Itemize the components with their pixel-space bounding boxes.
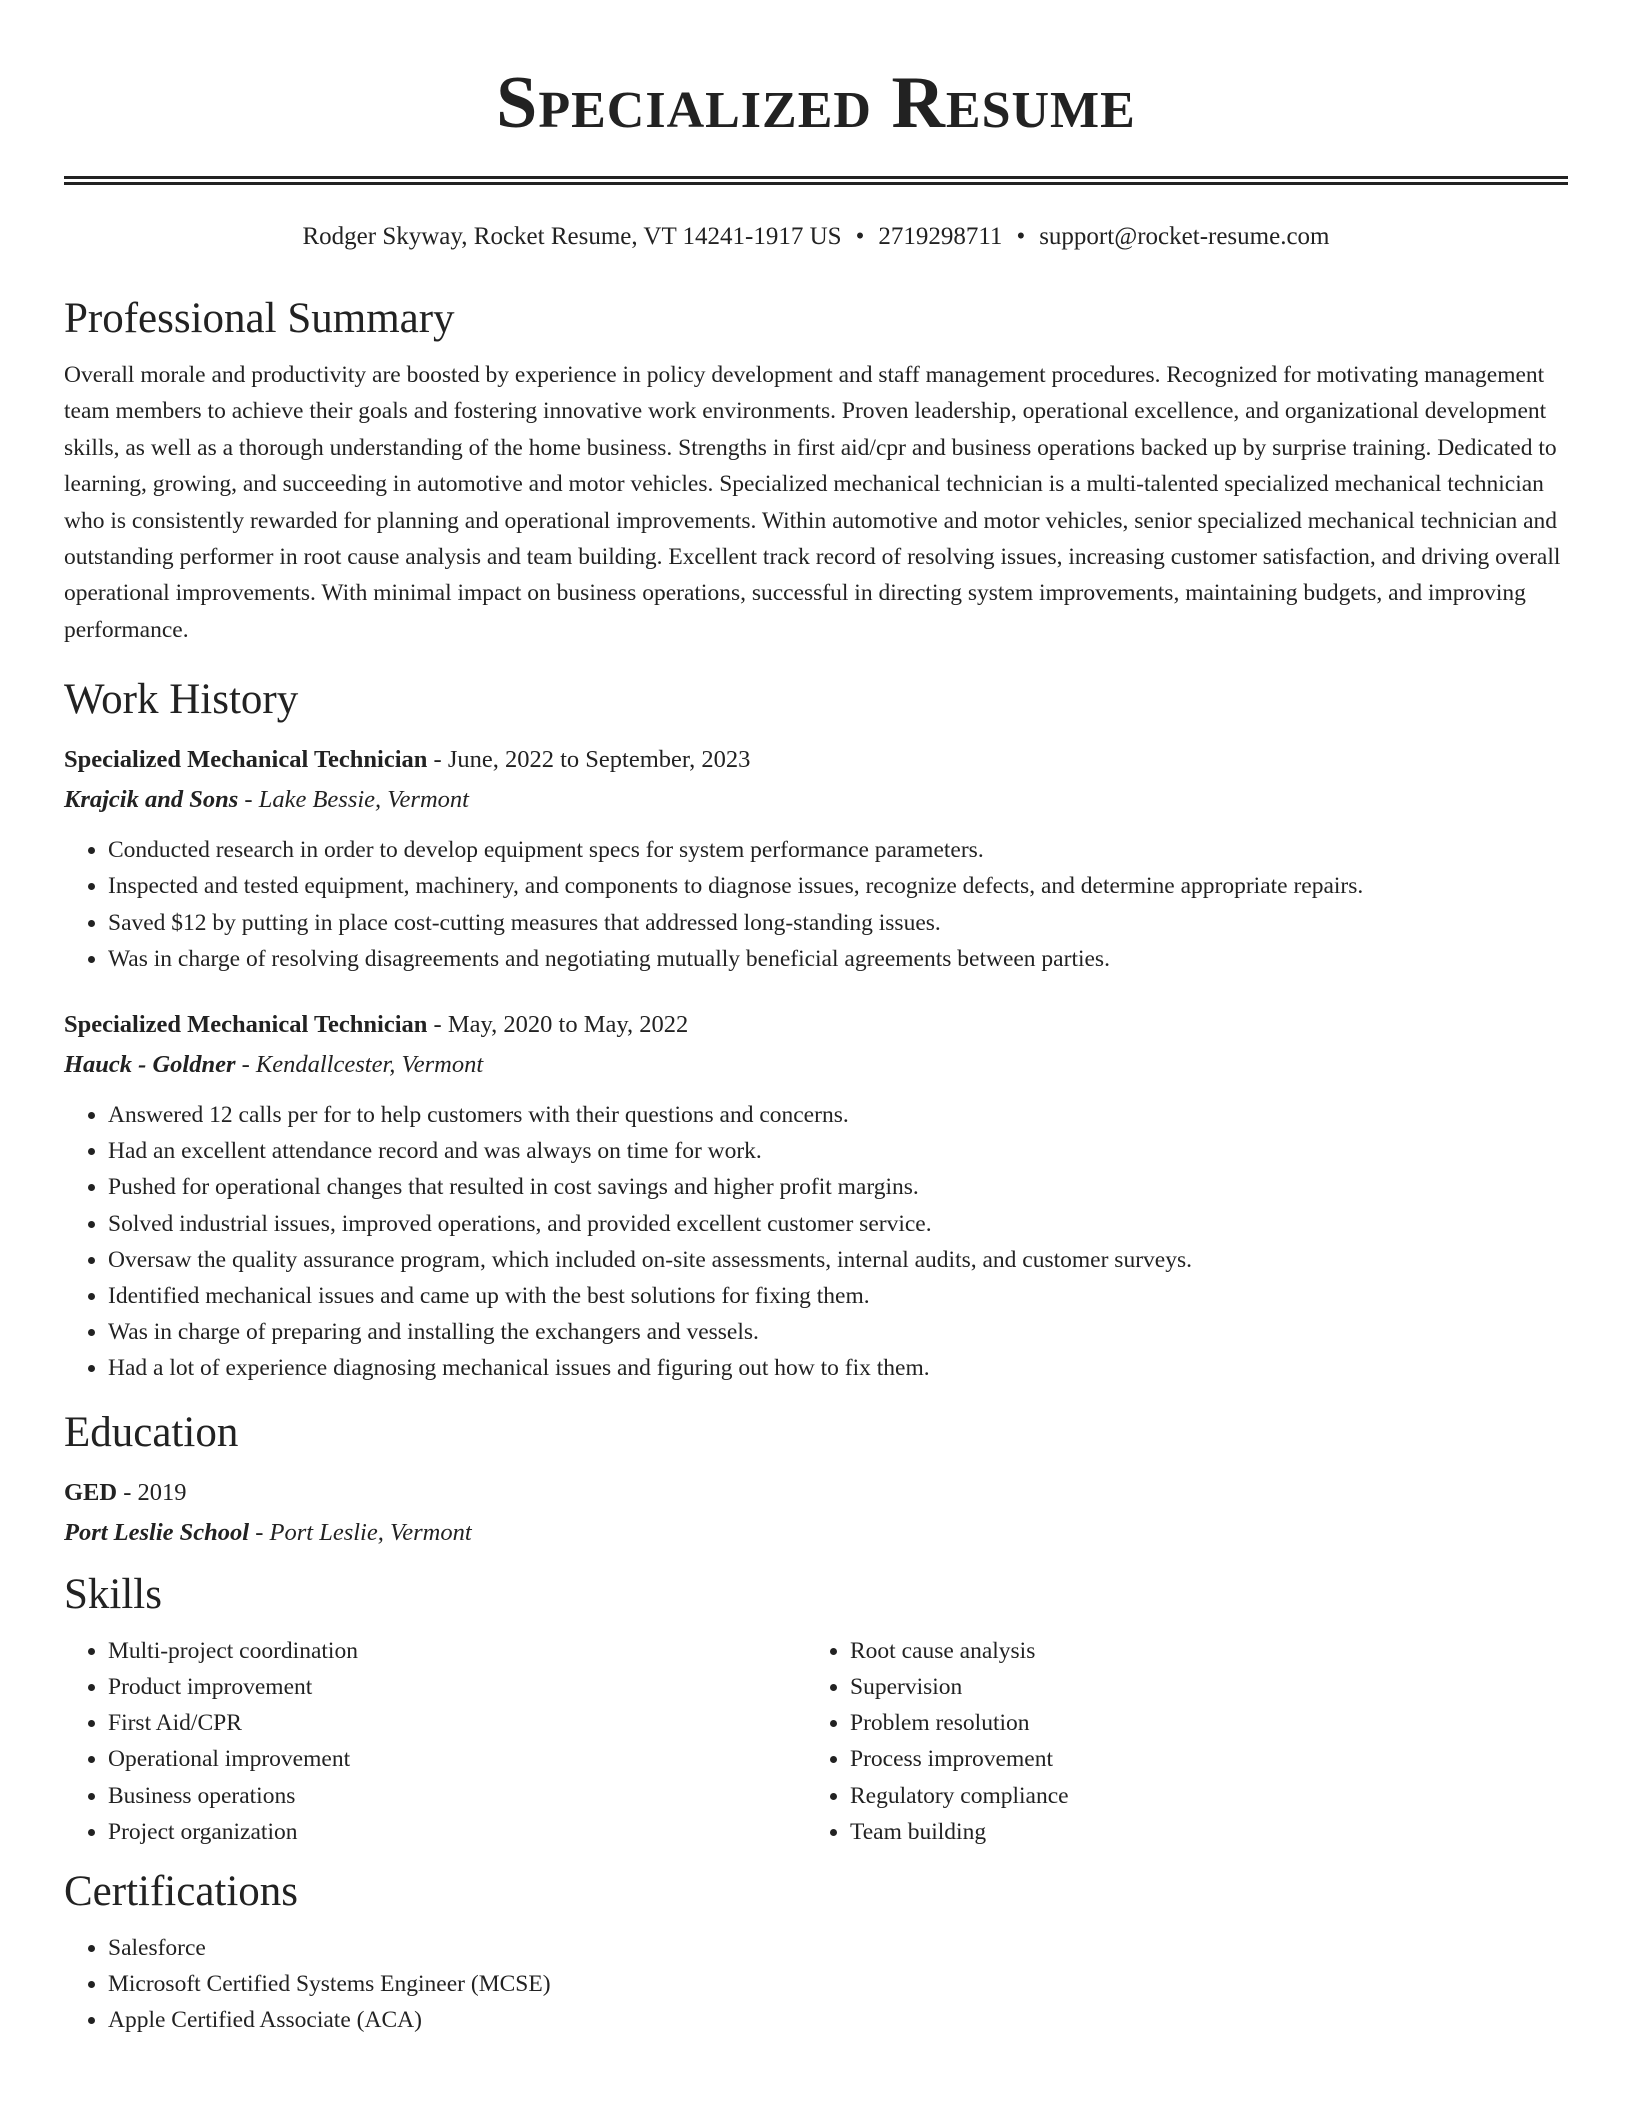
list-item: • Salesforce: [108, 1930, 1568, 1966]
list-item: • Project organization: [108, 1814, 806, 1850]
job-company-line: [64, 780, 1568, 820]
work-history-heading: Work History: [64, 676, 299, 724]
job-entry: [64, 740, 1568, 977]
list-item: • Multi-project coordination: [108, 1633, 806, 1669]
list-item: • Business operations: [108, 1778, 806, 1814]
education-year: - 2019: [117, 1478, 187, 1506]
list-item: • Regulatory compliance: [850, 1778, 1548, 1814]
education-heading: Education: [64, 1408, 239, 1456]
job-bullet-list: [64, 1097, 1568, 1387]
list-item: • Identified mechanical issues and came up with the best solutions for fixing them.: [108, 1278, 1568, 1314]
list-item: • Team building: [850, 1814, 1548, 1850]
certifications-heading: Certifications: [64, 1867, 299, 1915]
list-item: • Conducted research in order to develop equipment specs for system performance parameters.: [108, 832, 1568, 868]
list-item: • Had a lot of experience diagnosing mechanical issues and figuring out how to fix them.: [108, 1350, 1568, 1386]
list-item: • Supervision: [850, 1669, 1548, 1705]
education-location: - Port Leslie, Vermont: [249, 1518, 472, 1546]
education-degree-line: [64, 1473, 1568, 1513]
job-title-line: [64, 1005, 1568, 1045]
summary-text: Overall morale and productivity are boosted by experience in policy development and staff management procedures. Recognized for motivating management team members to achieve their goals and fostering innovative work environments. Proven leadership, operational excellence, and organizational development skills, as well as a thorough understanding of the home business. Strengths in first aid/cpr and business operations backed up by surprise training. Dedicated to learning, growing, and succeeding in automotive and motor vehicles. Specialized mechanical technician is a multi-talented specialized mechanical technician who is consistently rewarded for planning and operational improvements. Within automotive and motor vehicles, senior specialized mechanical technician and outstanding performer in root cause analysis and team building. Excellent track record of resolving issues, increasing customer satisfaction, and driving overall operational improvements. With minimal impact on business operations, successful in directing system improvements, maintaining budgets, and improving performance.: [64, 362, 1561, 643]
list-item: • Process improvement: [850, 1741, 1548, 1777]
list-item: • Had an excellent attendance record and was always on time for work.: [108, 1133, 1568, 1169]
title-divider: [64, 176, 1568, 185]
skills-heading: Skills: [64, 1570, 162, 1618]
job-role: Specialized Mechanical Technician: [64, 746, 428, 774]
job-company: Krajcik and Sons: [64, 786, 239, 814]
list-item: • Saved $12 by putting in place cost-cutting measures that addressed long-standing issues.: [108, 905, 1568, 941]
skills-list-right: [806, 1633, 1548, 1850]
list-item: • Oversaw the quality assurance program, which included on-site assessments, internal audits, and customer surveys.: [108, 1242, 1568, 1278]
summary-heading: Professional Summary: [64, 295, 455, 342]
list-item: • Problem resolution: [850, 1705, 1548, 1741]
list-item: • First Aid/CPR: [108, 1705, 806, 1741]
job-bullet-list: [64, 832, 1568, 977]
education-school: Port Leslie School: [64, 1518, 250, 1546]
list-item: • Was in charge of preparing and installing the exchangers and vessels.: [108, 1314, 1568, 1350]
contact-separator: •: [1016, 223, 1026, 250]
job-company: Hauck - Goldner: [64, 1051, 236, 1079]
job-dates: - May, 2020 to May, 2022: [427, 1011, 689, 1039]
resume-title: Specialized Resume: [496, 62, 1136, 144]
job-title-line: [64, 740, 1568, 780]
job-location: - Kendallcester, Vermont: [235, 1051, 484, 1079]
list-item: • Inspected and tested equipment, machinery, and components to diagnose issues, recognize defects, and determine appropriate repairs.: [108, 868, 1568, 904]
contact-address: Rodger Skyway, Rocket Resume, VT 14241-1917 US: [302, 223, 842, 250]
job-role: Specialized Mechanical Technician: [64, 1011, 428, 1039]
contact-line: [64, 221, 1568, 253]
list-item: • Operational improvement: [108, 1741, 806, 1777]
list-item: • Solved industrial issues, improved operations, and provided excellent customer service.: [108, 1206, 1568, 1242]
education-entry: [64, 1473, 1568, 1553]
contact-phone: 2719298711: [878, 223, 1003, 250]
education-school-line: [64, 1513, 1568, 1553]
list-item: • Pushed for operational changes that resulted in cost savings and higher profit margins.: [108, 1169, 1568, 1205]
skills-list-left: [64, 1633, 806, 1850]
list-item: • Root cause analysis: [850, 1633, 1548, 1669]
contact-email: support@rocket-resume.com: [1039, 223, 1330, 250]
job-dates: - June, 2022 to September, 2023: [427, 746, 751, 774]
education-degree: GED: [64, 1478, 118, 1506]
skills-grid: [64, 1633, 1568, 1850]
contact-separator: •: [855, 223, 865, 250]
list-item: • Apple Certified Associate (ACA): [108, 2002, 1568, 2038]
job-entry: [64, 1005, 1568, 1387]
job-location: - Lake Bessie, Vermont: [238, 786, 469, 814]
list-item: • Was in charge of resolving disagreements and negotiating mutually beneficial agreements between parties.: [108, 941, 1568, 977]
list-item: • Product improvement: [108, 1669, 806, 1705]
job-company-line: [64, 1045, 1568, 1085]
certifications-list: [64, 1930, 1568, 2039]
list-item: • Answered 12 calls per for to help customers with their questions and concerns.: [108, 1097, 1568, 1133]
list-item: • Microsoft Certified Systems Engineer (MCSE): [108, 1966, 1568, 2002]
